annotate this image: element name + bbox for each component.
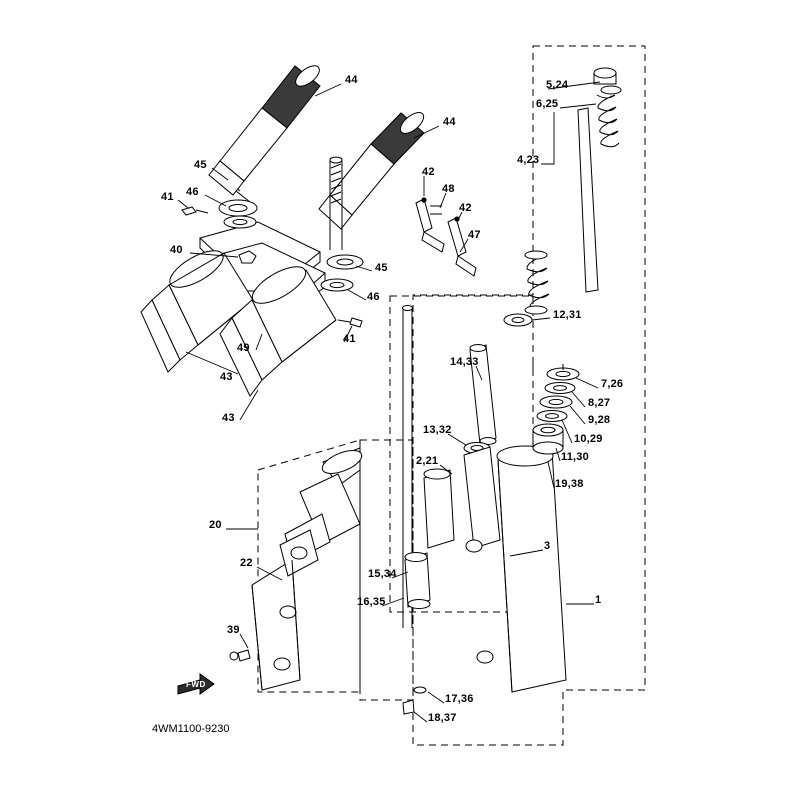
callout-22: 22 (240, 557, 253, 569)
callout-48: 48 (442, 183, 455, 195)
callout-17-36: 17,36 (445, 693, 474, 705)
callout-19-38: 19,38 (555, 478, 584, 490)
callout-45-upper: 45 (194, 159, 207, 171)
callout-11-30: 11,30 (561, 451, 589, 463)
callout-5-24: 5,24 (546, 79, 569, 91)
callout-3: 3 (544, 540, 551, 552)
callout-1: 1 (595, 594, 602, 606)
outer-tube-upper-left (209, 62, 323, 202)
callout-42-upper: 42 (422, 166, 435, 178)
callout-45-lower: 45 (375, 262, 388, 274)
callout-41-lower: 41 (343, 333, 356, 345)
outer-tube-upper-middle (319, 109, 427, 229)
callout-43-upper: 43 (220, 371, 233, 383)
callout-40: 40 (170, 244, 183, 256)
callout-16-35: 16,35 (357, 596, 386, 608)
fwd-label: FWD (186, 680, 206, 689)
callout-39: 39 (227, 624, 240, 636)
callout-12-31: 12,31 (553, 309, 582, 321)
diagram-part-code: 4WM1100-9230 (152, 723, 230, 735)
callout-6-25: 6,25 (536, 98, 559, 110)
callout-44-upper-middle: 44 (443, 116, 456, 128)
callout-42-lower: 42 (459, 202, 472, 214)
callout-10-29: 10,29 (574, 433, 603, 445)
callout-41-upper: 41 (161, 191, 174, 203)
callout-4-23: 4,23 (517, 154, 540, 166)
callout-8-27: 8,27 (588, 397, 611, 409)
callout-49: 49 (237, 342, 250, 354)
callout-15-34: 15,34 (368, 568, 397, 580)
callout-13-32: 13,32 (423, 424, 452, 436)
callout-43-lower: 43 (222, 412, 235, 424)
callout-9-28: 9,28 (588, 414, 611, 426)
callout-7-26: 7,26 (601, 378, 624, 390)
callout-18-37: 18,37 (428, 712, 457, 724)
callout-14-33: 14,33 (450, 356, 479, 368)
callout-46-lower: 46 (367, 291, 380, 303)
callout-2-21: 2,21 (416, 455, 439, 467)
callout-46-upper: 46 (186, 186, 199, 198)
callout-47: 47 (468, 229, 481, 241)
callout-44-upper-left: 44 (345, 74, 358, 86)
callout-20: 20 (209, 519, 222, 531)
